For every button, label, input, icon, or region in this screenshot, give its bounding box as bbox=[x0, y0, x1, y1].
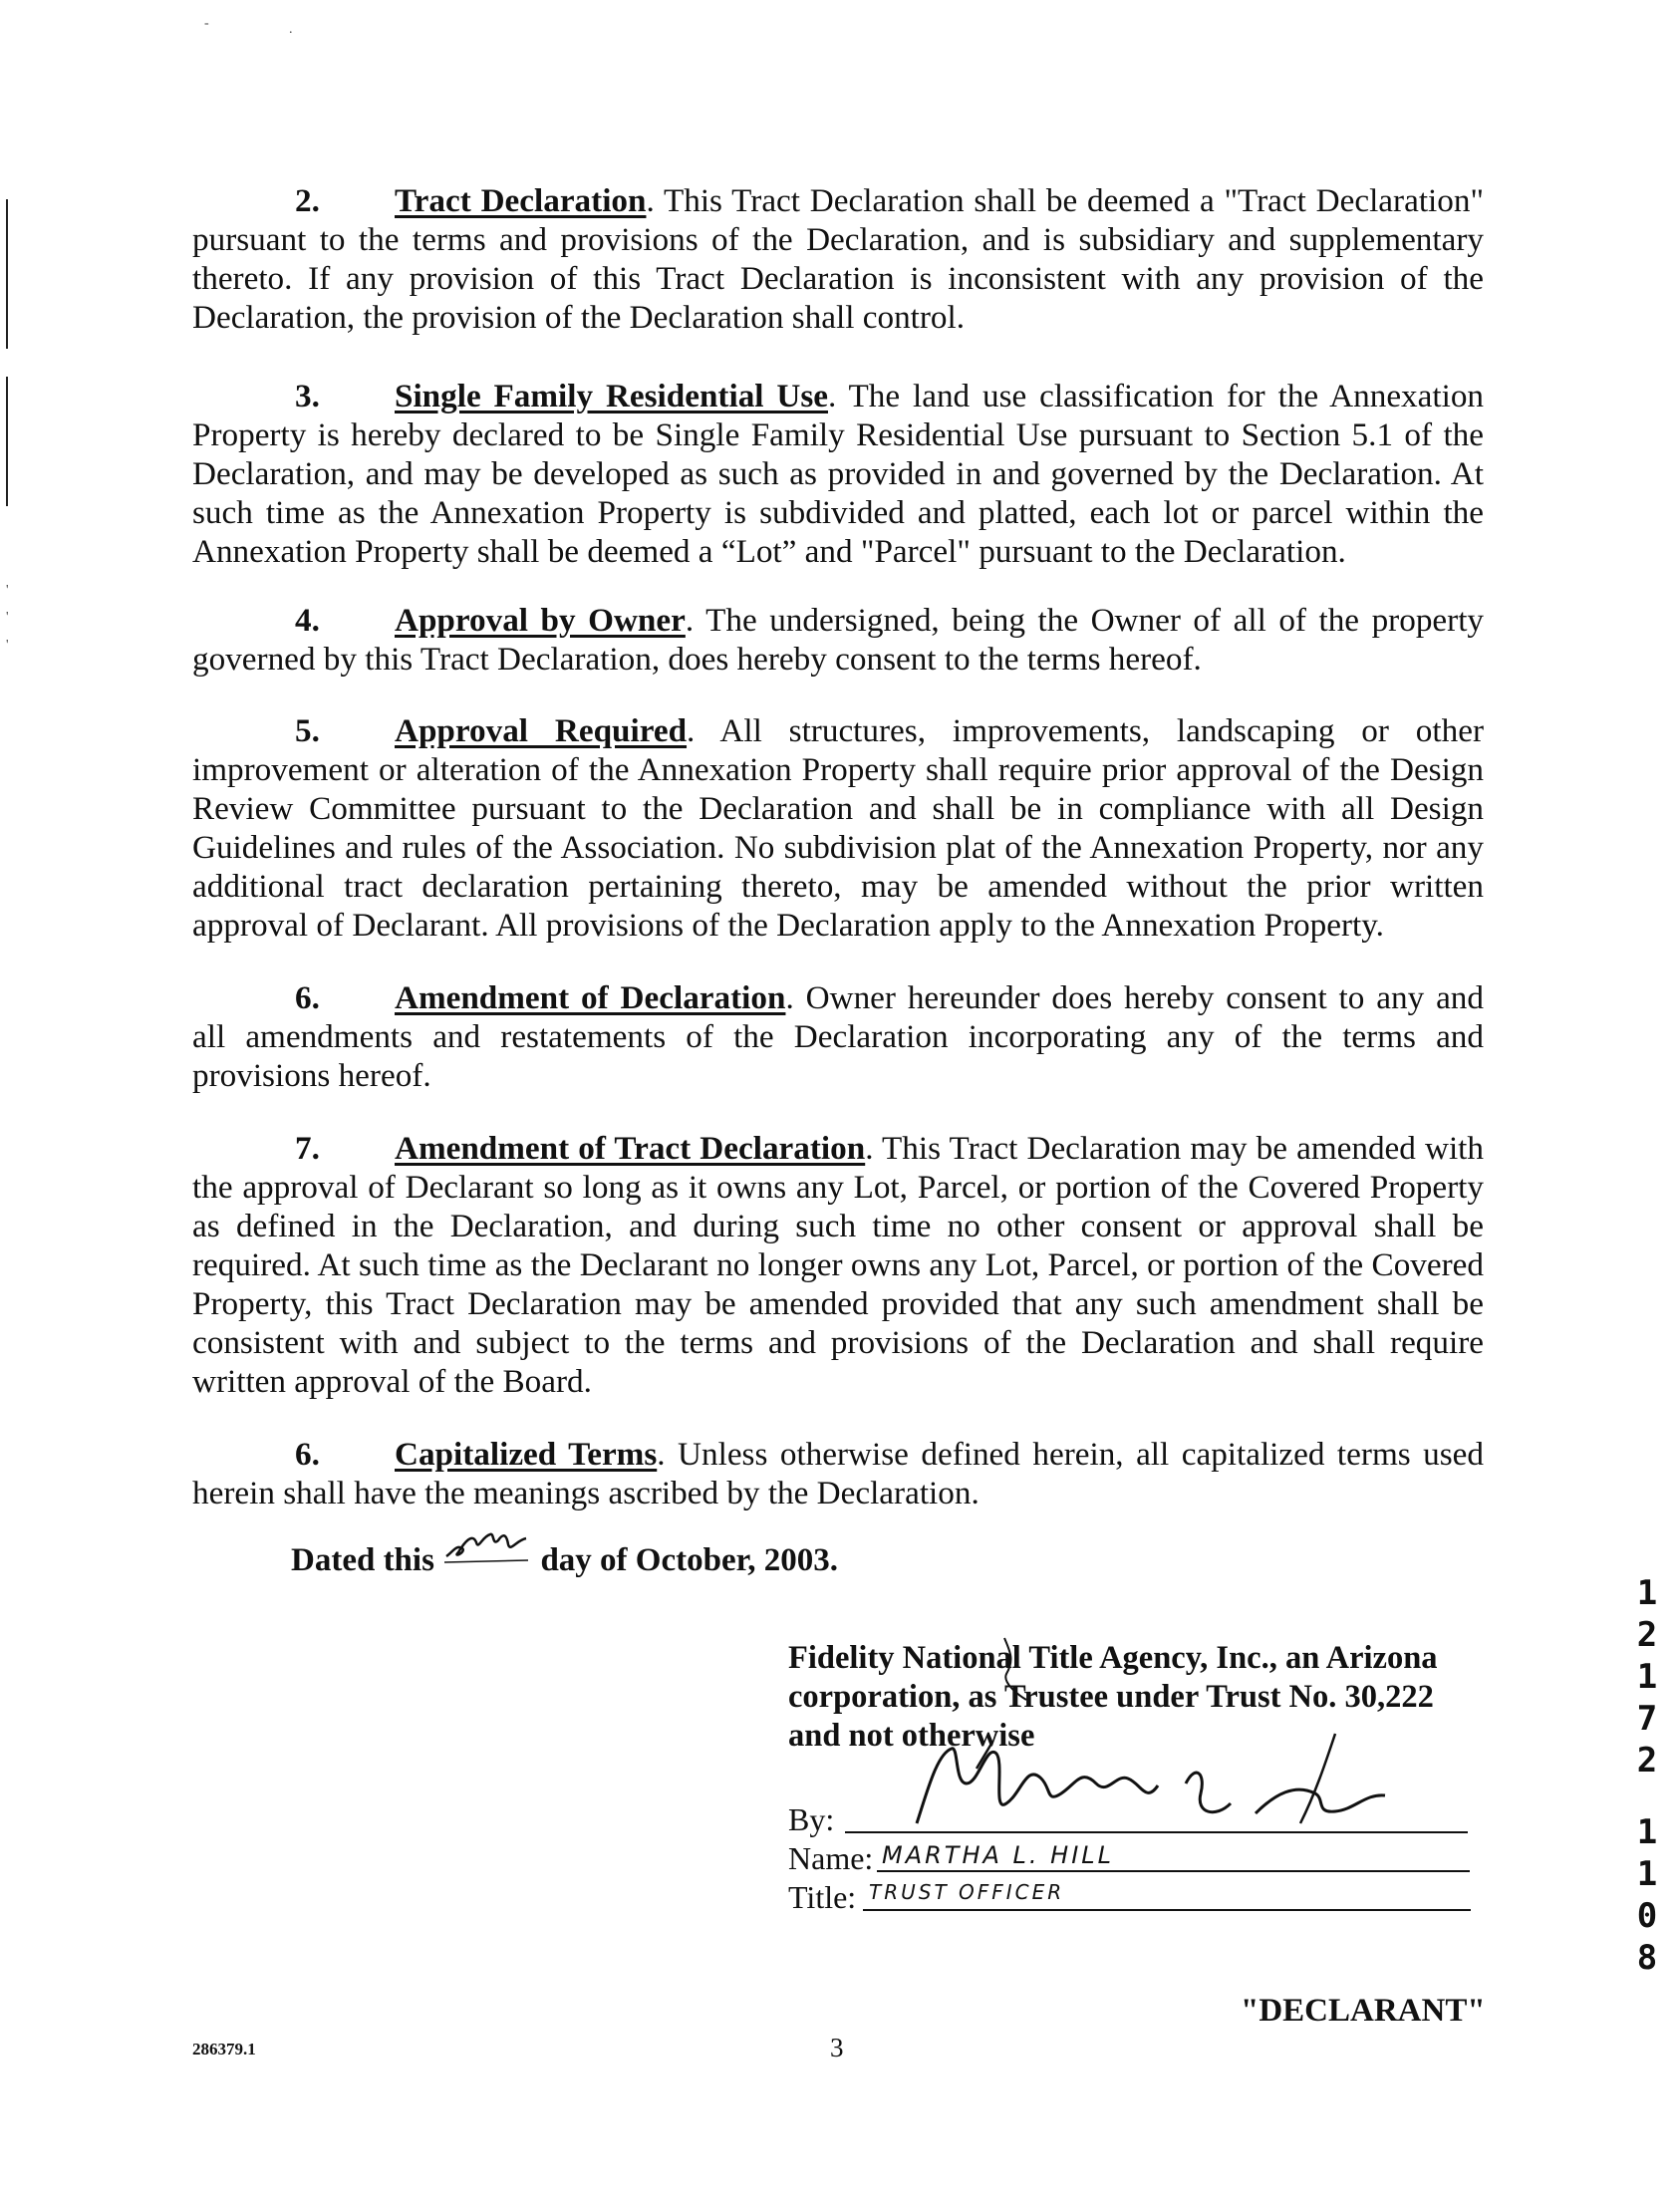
paragraph-number: 6. bbox=[295, 979, 320, 1016]
recording-digit: 1 bbox=[1636, 1657, 1658, 1697]
paragraph-heading: Single Family Residential Use bbox=[395, 378, 828, 414]
paragraph-text: . This Tract Declaration may be amended with the approval of Declarant so long as it owns any Lot, Parcel, or portion of the Covered Property as defined in the Declaration, and during such time no other consent or approval shall be required. At such time as the Declarant no longer owns any Lot, Parcel, or portion of the Covered Property, this Tract Declaration may be amended provided that any such amendment shall be consistent with and subject to the terms and provisions of the Declaration and shall require written approval of the Board. bbox=[192, 1130, 1484, 1400]
revision-bar bbox=[6, 377, 8, 506]
paragraph-number: 3. bbox=[295, 378, 320, 414]
scan-speck: . bbox=[289, 22, 293, 37]
paragraph-heading: Approval Required bbox=[395, 712, 688, 749]
paragraph-text: . Owner hereunder does hereby consent to any and all amendments and restatements of the Declaration incorporating any of the terms and provisions hereof. bbox=[192, 979, 1484, 1094]
declarant-label: "DECLARANT" bbox=[1241, 1993, 1486, 2029]
recording-digit: 1 bbox=[1636, 1854, 1658, 1894]
paragraph-amendment-of-declaration bbox=[192, 978, 1484, 1095]
recording-digit: 1 bbox=[1636, 1573, 1658, 1613]
page-number: 3 bbox=[830, 2033, 844, 2062]
handwritten-day-graphic bbox=[442, 1522, 532, 1566]
recording-digit: 1 bbox=[1636, 1812, 1658, 1852]
title-line bbox=[788, 1879, 856, 1916]
paragraph-tract-declaration bbox=[192, 181, 1484, 337]
paragraph-approval-by-owner bbox=[192, 601, 1484, 679]
paragraph-approval-required bbox=[192, 711, 1484, 945]
name-rule bbox=[877, 1870, 1470, 1872]
paragraph-text: . The undersigned, being the Owner of all of the property governed by this Tract Declaration, does hereby consent to the terms hereof. bbox=[192, 602, 1485, 678]
recording-digit: 7 bbox=[1636, 1699, 1658, 1739]
recording-gap bbox=[1632, 1782, 1662, 1811]
signature-graphic bbox=[897, 1724, 1415, 1843]
paragraph-text: . The land use classification for the Annexation Property is hereby declared to be Single Family Residential Use pursuant to Section 5.1 of the Declaration, and may be developed as such as provided in and governed by the Declaration. At such time as the Annexation Property is subdivided and platted, each lot or parcel within the Annexation Property shall be deemed a “Lot” and "Parcel" pursuant to the Declaration. bbox=[192, 378, 1484, 570]
recording-digit: 8 bbox=[1636, 1938, 1658, 1978]
dated-prefix: Dated this bbox=[291, 1542, 434, 1578]
entity-line: Fidelity National Title Agency, Inc., an Arizona bbox=[788, 1640, 1438, 1676]
by-label: By: bbox=[788, 1801, 835, 1837]
paragraph-amendment-of-tract-declaration bbox=[192, 1129, 1484, 1401]
dated-day-blank bbox=[442, 1540, 532, 1570]
dated-suffix: day of October, 2003. bbox=[540, 1542, 838, 1578]
handwritten-name: MARTHA L. HILL bbox=[882, 1841, 1115, 1869]
handwritten-title: TRUST OFFICER bbox=[869, 1880, 1065, 1904]
margin-tick: ' bbox=[6, 610, 9, 625]
paragraph-text: . All structures, improvements, landscaping or other improvement or alteration of the Annexation Property shall require prior approval of the Design Review Committee pursuant to the Declaration and shall be in compliance with all Design Guidelines and rules of the Association. No subdivision plat of the Annexation Property, nor any additional tract declaration pertaining thereto, may be amended without the prior written approval of Declarant. All provisions of the Declaration apply to the Annexation Property. bbox=[192, 712, 1484, 944]
recording-digit: 2 bbox=[1636, 1741, 1658, 1781]
paragraph-capitalized-terms bbox=[192, 1435, 1484, 1512]
paragraph-text: . Unless otherwise defined herein, all capitalized terms used herein shall have the meanings ascribed by the Declaration. bbox=[192, 1436, 1484, 1511]
entity-line: corporation, as Trustee under Trust No. 30,222 bbox=[788, 1679, 1434, 1715]
recording-number bbox=[1632, 1572, 1662, 1979]
paragraph-number: 7. bbox=[295, 1130, 320, 1167]
recording-digit: 0 bbox=[1636, 1896, 1658, 1936]
signature-crossing-stroke bbox=[996, 1634, 1056, 1704]
paragraph-heading: Capitalized Terms bbox=[395, 1436, 658, 1473]
paragraph-text: . This Tract Declaration shall be deemed a "Tract Declaration" pursuant to the terms and provisions of the Declaration, and is subsidiary and supplementary thereto. If any provision of this Tract Declaration is inconsistent with any provision of the Declaration, the provision of the Declaration shall control. bbox=[192, 182, 1484, 336]
margin-tick: ' bbox=[6, 583, 9, 598]
paragraph-number: 5. bbox=[295, 712, 320, 749]
dated-line bbox=[291, 1540, 838, 1579]
by-line bbox=[788, 1801, 834, 1838]
paragraph-heading: Amendment of Tract Declaration bbox=[395, 1130, 866, 1167]
paragraph-heading: Amendment of Declaration bbox=[395, 979, 786, 1016]
title-rule bbox=[863, 1909, 1471, 1911]
name-label: Name: bbox=[788, 1840, 874, 1876]
revision-bar bbox=[6, 199, 8, 349]
recording-digit: 2 bbox=[1636, 1615, 1658, 1655]
margin-tick: ' bbox=[6, 638, 9, 653]
paragraph-number: 6. bbox=[295, 1436, 320, 1473]
entity-line: and not otherwise bbox=[788, 1718, 1035, 1754]
paragraph-heading: Approval by Owner bbox=[395, 602, 686, 639]
paragraph-number: 2. bbox=[295, 182, 320, 219]
name-line bbox=[788, 1840, 873, 1877]
paragraph-heading: Tract Declaration bbox=[395, 182, 647, 219]
document-number: 286379.1 bbox=[192, 2040, 256, 2058]
title-label: Title: bbox=[788, 1879, 857, 1915]
paragraph-number: 4. bbox=[295, 602, 320, 639]
paragraph-single-family-residential-use bbox=[192, 377, 1484, 571]
scan-speck: - bbox=[204, 16, 209, 31]
